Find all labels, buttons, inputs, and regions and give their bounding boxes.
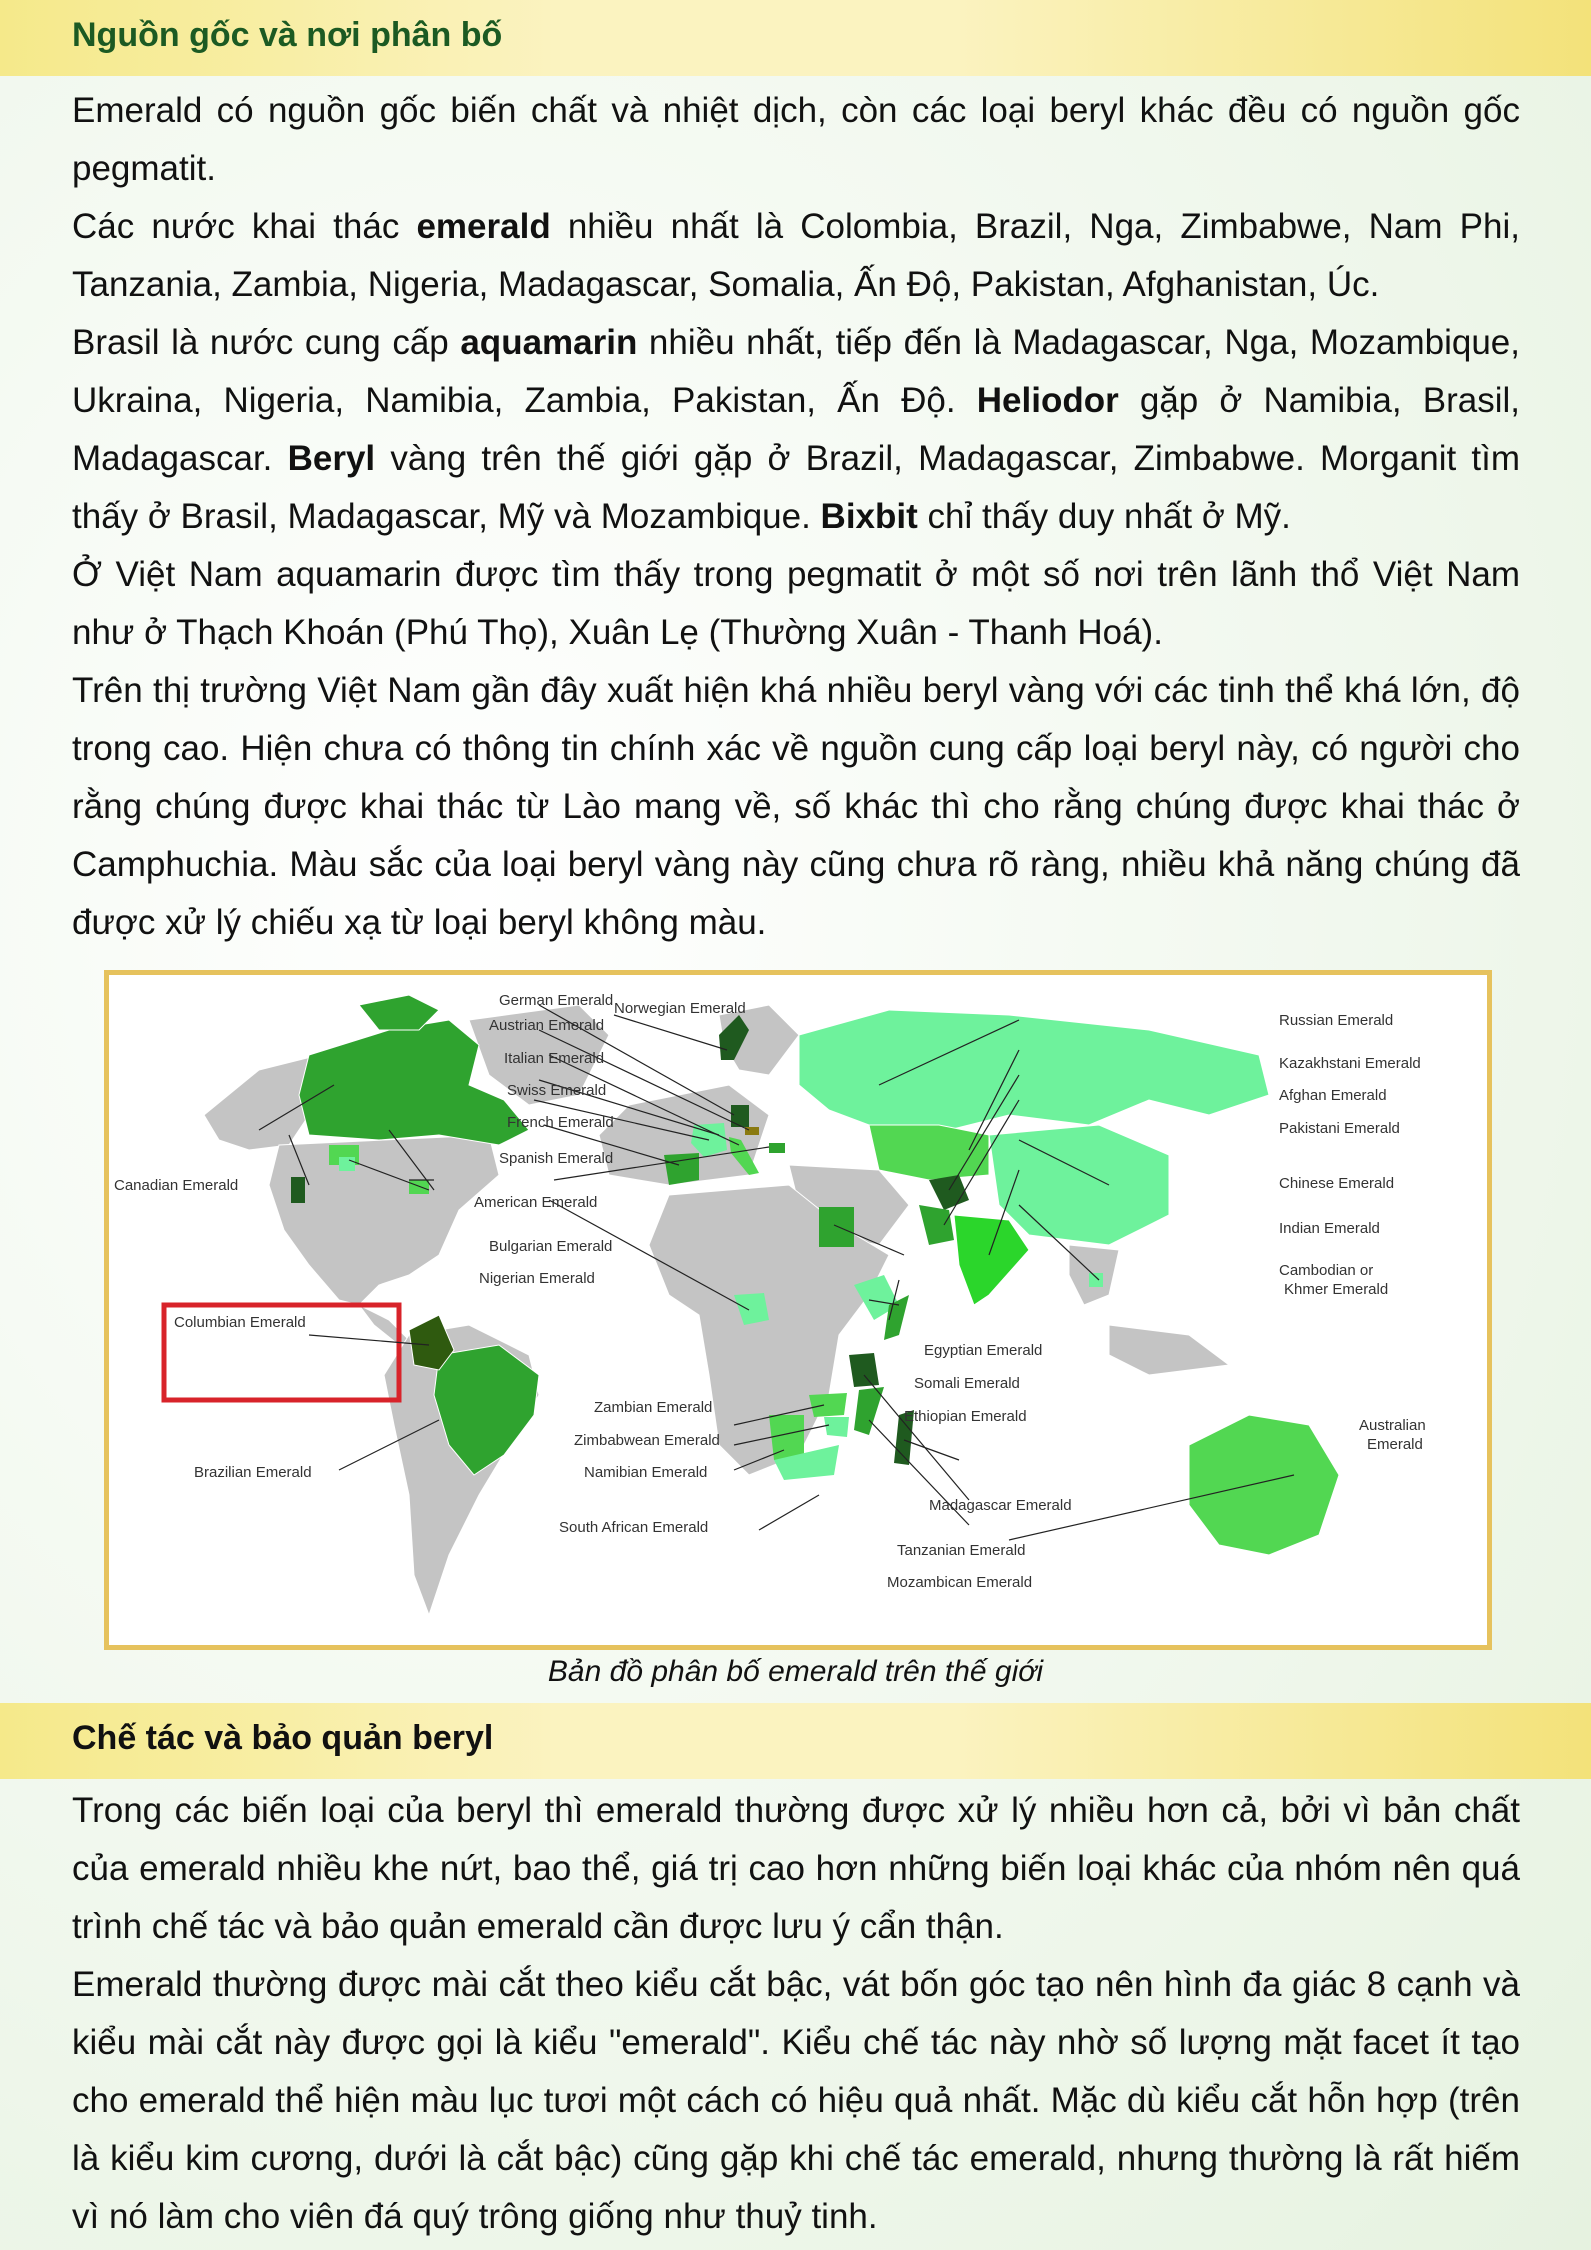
label-swiss: Swiss Emerald [507,1082,607,1099]
label-bulgarian: Bulgarian Emerald [489,1238,613,1255]
section-title: Nguồn gốc và nơi phân bố [72,16,503,54]
text-run: nhiều nhất là Colombia, Brazil, Nga, Zimbabwe, Nam Phi, Tanzania, Zambia, Nigeria, Madagascar, Somalia, Ấn Độ, Pakistan, Afghanistan, Úc. [72,207,1520,304]
label-egyptian: Egyptian Emerald [924,1342,1043,1359]
map-caption: Bản đồ phân bố emerald trên thế giới [547,1655,1044,1688]
label-spanish: Spanish Emerald [499,1150,614,1167]
usa-state-d [409,1180,429,1194]
text-run: vàng trên thế giới gặp ở Brazil, Madagascar, Zimbabwe. Morganit tìm thấy ở Brasil, Madagascar, Mỹ và Mozambique. [72,439,1520,536]
cambodia-shape [1089,1273,1103,1287]
usa-state-c [291,1177,305,1203]
label-madagascar: Madagascar Emerald [929,1497,1072,1514]
section-header-cutting [0,1703,1591,1779]
label-chinese: Chinese Emerald [1279,1175,1395,1192]
bold-term-aquamarin: aquamarin [460,323,638,362]
paragraph-treatment: Trong các biến loại của beryl thì emerald thường được xử lý nhiều hơn cả, bởi vì bản chất của emerald nhiều khe nứt, bao thể, giá trị cao hơn những biến loại khác của nhóm nên quá trình chế tác và bảo quản emerald cần được lưu ý cẩn thận. [72,1791,1520,1946]
label-austrian: Austrian Emerald [489,1017,605,1034]
bold-term-bixbit: Bixbit [820,497,918,536]
indonesia-shape [1109,1325,1229,1375]
china-shape [989,1125,1169,1245]
text-run: nhiều nhất, tiếp đến là Madagascar, Nga, Mozambique, Ukraina, Nigeria, Namibia, Zambia, Pakistan, Ấn Độ. [72,323,1520,420]
label-cambodian-line2: Khmer Emerald [1284,1281,1389,1298]
label-australian-line1: Australian [1359,1417,1426,1434]
paragraph-emerald-countries [72,198,1520,314]
text-run: chỉ thấy duy nhất ở Mỹ. [917,497,1291,536]
namibia-shape [769,1415,804,1460]
section-header-origin [0,0,1591,76]
paragraph-vietnam: Ở Việt Nam aquamarin được tìm thấy trong pegmatit ở một số nơi trên lãnh thổ Việt Nam như ở Thạch Khoán (Phú Thọ), Xuân Lẹ (Thường Xuân - Thanh Hoá). [72,555,1520,652]
label-ethiopian: Ethiopian Emerald [904,1408,1027,1425]
label-zimbabwean: Zimbabwean Emerald [574,1432,720,1449]
pakistan-shape [919,1205,954,1245]
label-german: German Emerald [499,992,614,1009]
usa-mexico-shape [269,1135,499,1305]
tanzania-shape [849,1353,879,1387]
zambia-shape [809,1393,847,1417]
label-australian-line2: Emerald [1367,1436,1423,1453]
germany-shape [731,1105,749,1127]
usa-state-b [339,1157,355,1171]
paragraph-emerald-cut: Emerald thường được mài cắt theo kiểu cắt bậc, vát bốn góc tạo nên hình đa giác 8 cạnh và kiểu mài cắt này được gọi là kiểu "emerald". Kiểu chế tác này nhờ số lượng mặt facet ít tạo cho emerald thể hiện màu lục tươi một cách có hiệu quả nhất. Mặc dù kiểu cắt hỗn hợp (trên là kiểu kim cương, dưới là cắt bậc) cũng gặp khi chế tác emerald, nhưng thường là rất hiếm vì nó làm cho viên đá quý trông giống như thuỷ tinh. [72,1965,1520,2236]
paragraph-origin: Emerald có nguồn gốc biến chất và nhiệt dịch, còn các loại beryl khác đều có nguồn gốc pegmatit. [72,91,1520,188]
label-pakistani: Pakistani Emerald [1279,1120,1400,1137]
label-tanzanian: Tanzanian Emerald [897,1542,1026,1559]
label-cambodian-line1: Cambodian or [1279,1262,1374,1279]
russia-shape [799,1010,1269,1135]
label-norwegian: Norwegian Emerald [614,1000,746,1017]
zimbabwe-shape [824,1417,849,1437]
label-nigerian: Nigerian Emerald [479,1270,595,1287]
spain-shape [664,1153,699,1185]
kazakhstan-shape [869,1125,989,1180]
bold-term-heliodor: Heliodor [976,381,1119,420]
australia-shape [1189,1415,1339,1555]
label-namibian: Namibian Emerald [584,1464,708,1481]
label-american: American Emerald [474,1194,598,1211]
label-somali: Somali Emerald [914,1375,1020,1392]
paragraph-yellow-beryl: Trên thị trường Việt Nam gần đây xuất hiện khá nhiều beryl vàng với các tinh thể khá lớn, độ trong cao. Hiện chưa có thông tin chính xác về nguồn cung cấp loại beryl này, có người cho rằng chúng được khai thác từ Lào mang về, số khác thì cho rằng chúng được khai thác ở Camphuchia. Màu sắc của loại beryl vàng này cũng chưa rõ ràng, nhiều khả năng chúng đã được xử lý chiếu xạ từ loại beryl không màu. [72,671,1520,942]
section-title: Chế tác và bảo quản beryl [72,1719,494,1757]
text-run: Brasil là nước cung cấp [72,323,461,362]
label-brazilian: Brazilian Emerald [194,1464,312,1481]
bold-term-beryl: Beryl [287,439,376,478]
label-columbian: Columbian Emerald [174,1314,306,1331]
text-run: Các nước khai thác [72,207,417,246]
bulgaria-shape [769,1143,785,1153]
label-italian: Italian Emerald [504,1050,605,1067]
austria-shape [745,1127,759,1135]
world-map-svg [109,975,1487,1645]
text-run: gặp ở Namibia, Brasil, Madagascar. [72,381,1520,478]
label-indian: Indian Emerald [1279,1220,1380,1237]
emerald-world-map [104,970,1492,1650]
label-south-african: South African Emerald [559,1519,709,1536]
label-mozambican: Mozambican Emerald [887,1574,1033,1591]
label-russian: Russian Emerald [1279,1012,1394,1029]
label-zambian: Zambian Emerald [594,1399,713,1416]
bold-term-emerald: emerald [416,207,551,246]
paragraph-aquamarine [72,314,1520,546]
label-french: French Emerald [507,1114,614,1131]
label-kazakhstani: Kazakhstani Emerald [1279,1055,1421,1072]
label-afghan: Afghan Emerald [1279,1087,1387,1104]
india-shape [954,1215,1029,1305]
egypt-shape [819,1207,854,1247]
label-canadian: Canadian Emerald [114,1177,239,1194]
